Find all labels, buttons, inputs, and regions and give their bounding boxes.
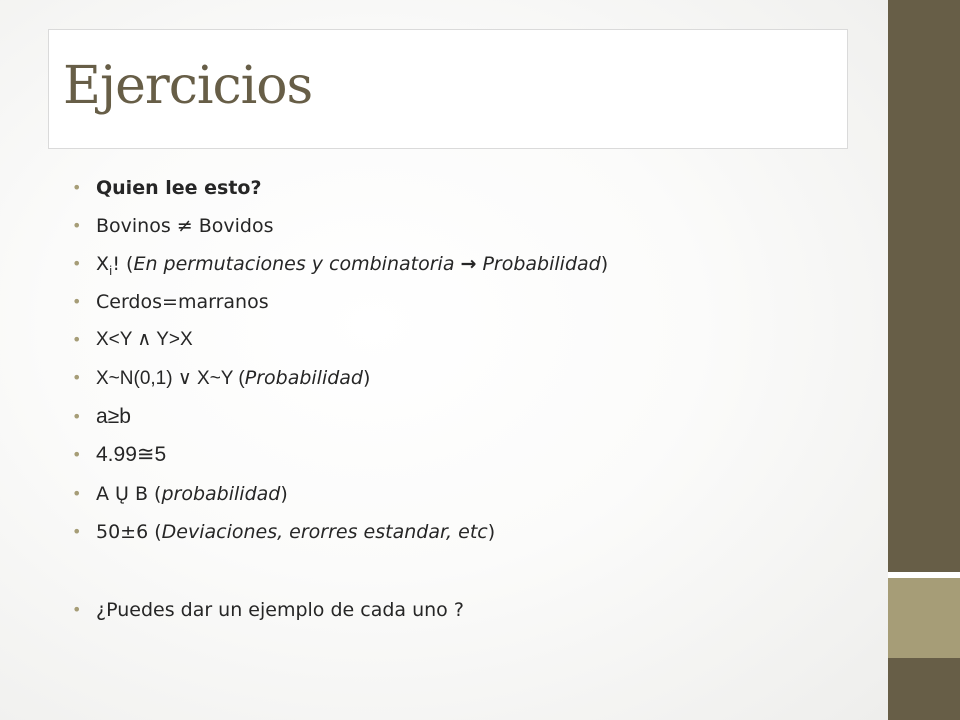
bullet-icon: • bbox=[72, 445, 82, 464]
italic-permutaciones: En permutaciones y combinatoria bbox=[133, 253, 461, 275]
bullet-icon: • bbox=[72, 330, 82, 349]
title-box bbox=[48, 29, 848, 149]
bullet-icon: • bbox=[72, 292, 82, 311]
text-before: A Ų B ( bbox=[96, 483, 162, 505]
italic-probabilidad: Probabilidad bbox=[244, 367, 363, 389]
bullet-icon: • bbox=[72, 484, 82, 503]
text-before: X~N(0,1) ∨ X~Y ( bbox=[96, 368, 245, 389]
bullet-text bbox=[96, 252, 608, 276]
bullet-text: Quien lee esto? bbox=[96, 177, 262, 199]
bullet-icon: • bbox=[72, 254, 82, 273]
italic-probabilidad: probabilidad bbox=[161, 483, 281, 505]
text-after: ) bbox=[487, 521, 496, 543]
bullet-text: ¿Puedes dar un ejemplo de cada uno ? bbox=[96, 599, 464, 621]
arrow-right-icon: → bbox=[460, 253, 477, 275]
bullet-icon: • bbox=[72, 522, 82, 541]
subscript-i: i bbox=[109, 263, 113, 278]
bullet-text: Cerdos=marranos bbox=[96, 291, 269, 313]
bullet-text: 4.99≅5 bbox=[96, 443, 167, 466]
text-after: ) bbox=[280, 483, 288, 505]
text-before: 50±6 ( bbox=[96, 521, 162, 543]
side-bar-accent bbox=[888, 578, 960, 658]
bullet-text: X<Y ∧ Y>X bbox=[96, 329, 193, 350]
italic-deviaciones: Deviaciones, erorres estandar, etc bbox=[161, 521, 488, 543]
text-after: ) bbox=[363, 367, 371, 389]
bullet-icon: • bbox=[72, 178, 82, 197]
text-before: ! ( bbox=[112, 253, 134, 275]
bullet-text: a≥b bbox=[96, 405, 131, 428]
bullet-icon: • bbox=[72, 368, 82, 387]
bullet-text bbox=[96, 482, 288, 506]
slide-title: Ejercicios bbox=[63, 56, 313, 116]
bullet-text bbox=[96, 366, 370, 391]
italic-probabilidad: Probabilidad bbox=[476, 253, 601, 275]
bullet-text: Bovinos ≠ Bovidos bbox=[96, 215, 274, 237]
bullet-text bbox=[96, 520, 495, 544]
bullet-icon: • bbox=[72, 216, 82, 235]
var-x: X bbox=[96, 253, 110, 275]
bullet-icon: • bbox=[72, 407, 82, 426]
bullet-icon: • bbox=[72, 600, 82, 619]
text-after: ) bbox=[600, 253, 609, 275]
